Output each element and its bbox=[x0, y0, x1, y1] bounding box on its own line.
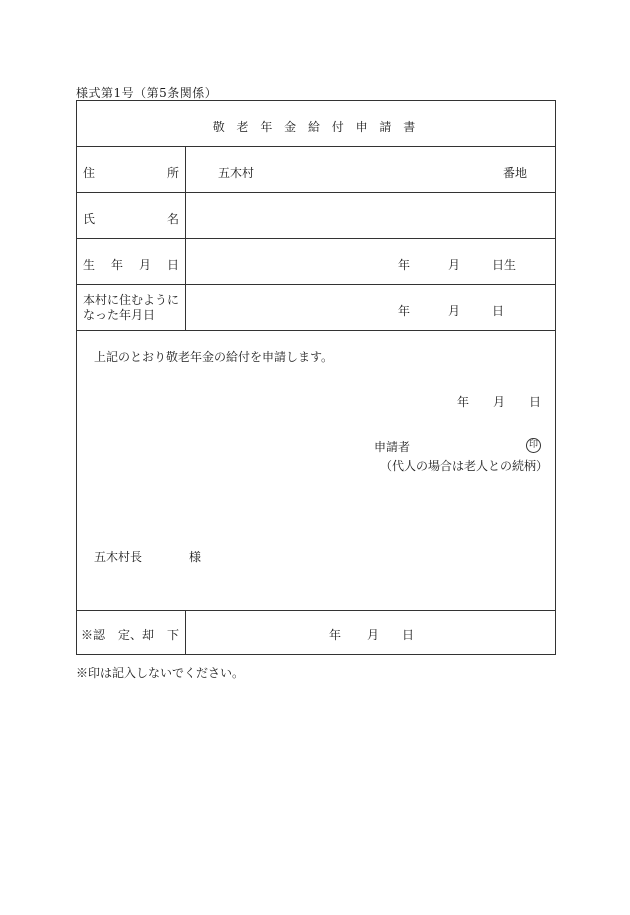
residence-date-row bbox=[77, 285, 555, 331]
addressee: 五木村長 bbox=[94, 550, 143, 564]
declaration-section bbox=[77, 331, 555, 611]
approval-year-unit: 年 bbox=[329, 628, 342, 642]
application-day-unit: 日 bbox=[529, 395, 542, 409]
applicant-field[interactable] bbox=[422, 434, 522, 454]
approval-month-unit: 月 bbox=[367, 628, 380, 642]
approval-day-unit: 日 bbox=[402, 628, 415, 642]
approval-label-cell bbox=[77, 611, 186, 654]
name-label-cell bbox=[77, 193, 186, 238]
birth-day-unit: 日生 bbox=[492, 258, 517, 272]
declaration-statement: 上記のとおり敬老年金の給付を申請します。 bbox=[94, 350, 334, 364]
name-label bbox=[83, 210, 179, 227]
approval-label-part: 下 bbox=[166, 628, 179, 642]
residence-date-label-line: 本村に住むように bbox=[83, 293, 180, 307]
form-title: 敬 老 年 金 給 付 申 請 書 bbox=[212, 120, 420, 134]
residence-date-label bbox=[83, 293, 179, 323]
residence-date-label-cell bbox=[77, 285, 186, 330]
address-label-char: 住 bbox=[83, 166, 96, 180]
application-month-unit: 月 bbox=[493, 395, 506, 409]
approval-row bbox=[77, 611, 555, 654]
address-suffix: 番地 bbox=[503, 166, 528, 180]
honorific: 様 bbox=[189, 550, 202, 564]
address-label bbox=[83, 164, 179, 181]
birth-month-unit: 月 bbox=[448, 258, 461, 272]
application-form bbox=[76, 100, 556, 655]
form-title-row bbox=[77, 101, 555, 147]
residence-day-unit: 日 bbox=[492, 304, 505, 318]
address-label-char: 所 bbox=[166, 166, 179, 180]
address-village: 五木村 bbox=[218, 166, 255, 180]
address-label-cell bbox=[77, 147, 186, 192]
approval-label-part: ※認 bbox=[81, 628, 106, 642]
birth-date-label bbox=[83, 256, 179, 273]
name-label-char: 氏 bbox=[83, 212, 96, 226]
footnote: ※印は記入しないでください。 bbox=[76, 666, 245, 680]
address-row bbox=[77, 147, 555, 193]
birth-date-label-char: 日 bbox=[166, 258, 179, 272]
birth-date-label-char: 年 bbox=[110, 258, 123, 272]
birth-date-label-char: 生 bbox=[83, 258, 96, 272]
address-field[interactable] bbox=[218, 164, 254, 181]
relation-note: （代人の場合は老人との続柄） bbox=[380, 459, 549, 473]
residence-month-unit: 月 bbox=[448, 304, 461, 318]
residence-date-label-line: なった年月日 bbox=[83, 308, 156, 322]
birth-date-row bbox=[77, 239, 555, 285]
form-number: 様式第1号（第5条関係） bbox=[76, 86, 218, 100]
applicant-label: 申請者 bbox=[374, 440, 411, 454]
approval-label-part: 定、却 bbox=[117, 628, 154, 642]
name-field[interactable] bbox=[189, 197, 551, 235]
approval-label bbox=[81, 626, 179, 643]
birth-date-label-char: 月 bbox=[138, 258, 151, 272]
birth-date-label-cell bbox=[77, 239, 186, 284]
name-row bbox=[77, 193, 555, 239]
application-year-unit: 年 bbox=[457, 395, 470, 409]
name-label-char: 名 bbox=[166, 212, 179, 226]
birth-year-unit: 年 bbox=[398, 258, 411, 272]
seal-icon: 印 bbox=[526, 438, 541, 453]
residence-year-unit: 年 bbox=[398, 304, 411, 318]
